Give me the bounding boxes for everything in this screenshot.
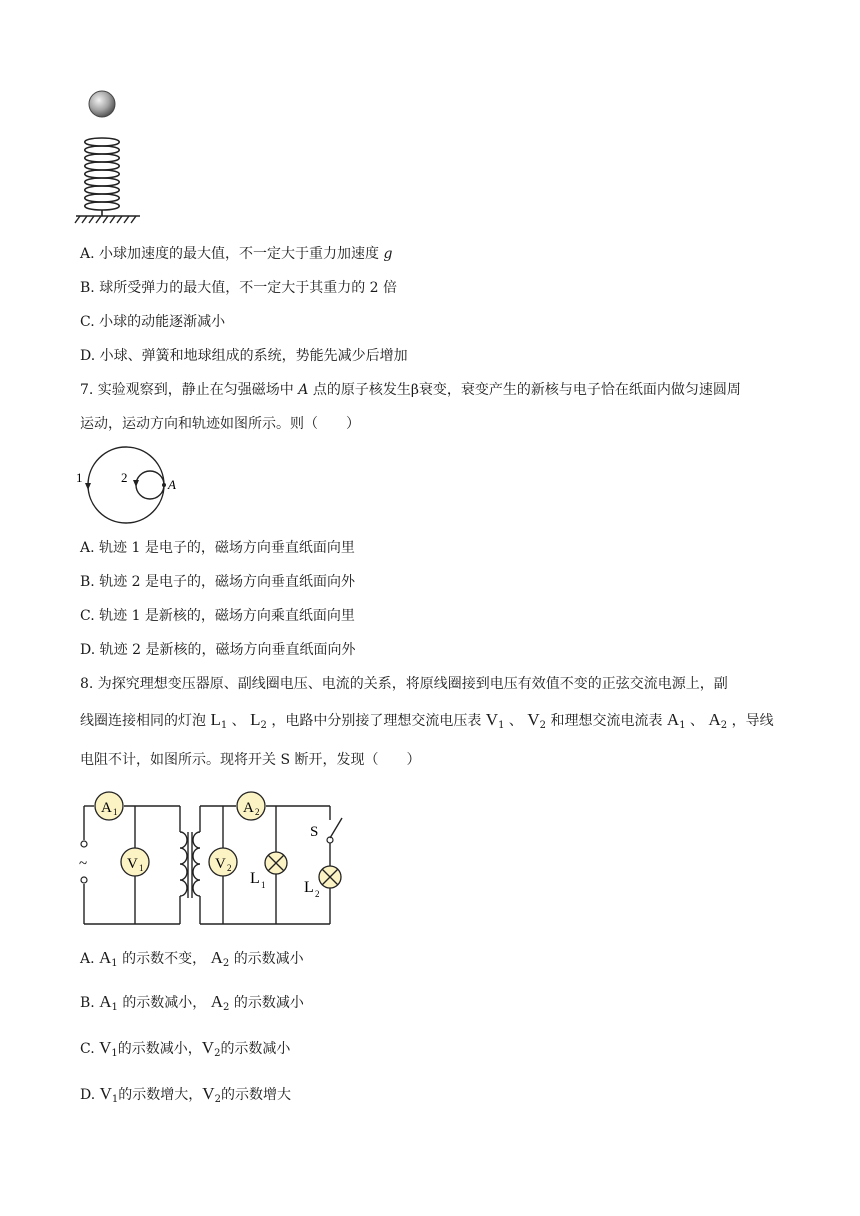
label-1: 1	[76, 470, 83, 485]
svg-text:A: A	[243, 800, 254, 816]
q8-option-d: D. $V_1$的示数增大，$V_2$的示数增大	[80, 1084, 291, 1105]
q8-stem-line1: 8. 为探究理想变压器原、副线圈电压、电流的关系，将原线圈接到电压有效值不变的正弦交流电源上，副	[80, 676, 728, 692]
svg-text:2: 2	[227, 863, 232, 873]
voltmeter-v1	[121, 848, 149, 876]
svg-text:L: L	[250, 870, 260, 887]
q7-option-a: A. 轨迹 1 是电子的，磁场方向垂直纸面向里	[80, 540, 355, 556]
q8-stem-line3: 电阻不计，如图所示。现将开关 S 断开，发现（ ）	[80, 752, 421, 768]
ball-spring-figure	[70, 82, 150, 230]
svg-text:L: L	[304, 879, 314, 896]
svg-text:A: A	[101, 800, 112, 816]
q7-stem-line1: 7. 实验观察到，静止在匀强磁场中 A 点的原子核发生β衰变，衰变产生的新核与电子恰在纸面内做匀速圆周	[80, 382, 741, 398]
q7-option-d: D. 轨迹 2 是新核的，磁场方向垂直纸面向外	[80, 642, 356, 658]
trajectory-1	[88, 447, 164, 523]
terminal-bottom	[81, 877, 87, 883]
q7-option-c: C. 轨迹 1 是新核的，磁场方向乘直纸面向里	[80, 608, 355, 624]
voltmeter-v2	[209, 848, 237, 876]
svg-text:S: S	[310, 824, 319, 840]
point-a	[162, 483, 166, 487]
svg-text:2: 2	[255, 807, 260, 817]
svg-text:2: 2	[315, 889, 320, 899]
trajectory-2	[136, 471, 164, 499]
svg-text:1: 1	[139, 863, 144, 873]
terminal-top	[81, 841, 87, 847]
trajectory-figure	[74, 440, 186, 530]
q6-option-a: A. 小球加速度的最大值，不一定大于重力加速度 g	[80, 246, 393, 262]
q6-option-b: B. 球所受弹力的最大值，不一定大于其重力的 2 倍	[80, 280, 398, 296]
secondary-coil	[193, 832, 200, 896]
circuit-figure	[70, 780, 360, 930]
lamp-l2	[304, 866, 341, 899]
label-2: 2	[121, 470, 128, 485]
lamp-l1	[250, 852, 287, 890]
primary-coil	[180, 832, 187, 896]
q8-option-b: B. $A_1$ 的示数减小， $A_2$ 的示数减小	[80, 992, 304, 1013]
ammeter-a2	[237, 792, 265, 820]
spring	[85, 138, 120, 216]
q8-stem-line2: 线圈连接相同的灯泡 $L_1$ 、 $L_2$ ，电路中分别接了理想交流电压表 $V_1$ 、 $V_2$ 和理想交流电流表 $A_1$ 、 $A_2$ ，导线	[80, 710, 774, 731]
q6-option-c: C. 小球的动能逐渐减小	[80, 314, 226, 330]
q7-option-b: B. 轨迹 2 是电子的，磁场方向垂直纸面向外	[80, 574, 356, 590]
svg-text:V: V	[127, 856, 138, 872]
q8-option-a: A. $A_1$ 的示数不变， $A_2$ 的示数减小	[80, 948, 304, 969]
switch-s	[310, 818, 342, 843]
svg-text:1: 1	[261, 880, 266, 890]
ball	[89, 91, 115, 117]
label-a: A	[168, 477, 176, 492]
q8-option-c: C. $V_1$的示数减小，$V_2$的示数减小	[80, 1038, 291, 1059]
arrow-1	[85, 483, 91, 490]
ground	[75, 216, 140, 223]
svg-text:V: V	[215, 856, 226, 872]
arrow-2	[133, 480, 139, 487]
svg-text:1: 1	[113, 807, 118, 817]
q7-stem-line2: 运动，运动方向和轨迹如图所示。则（ ）	[80, 416, 360, 432]
source-label: ~	[79, 856, 88, 872]
q6-option-d: D. 小球、弹簧和地球组成的系统，势能先减少后增加	[80, 348, 408, 364]
ammeter-a1	[95, 792, 123, 820]
